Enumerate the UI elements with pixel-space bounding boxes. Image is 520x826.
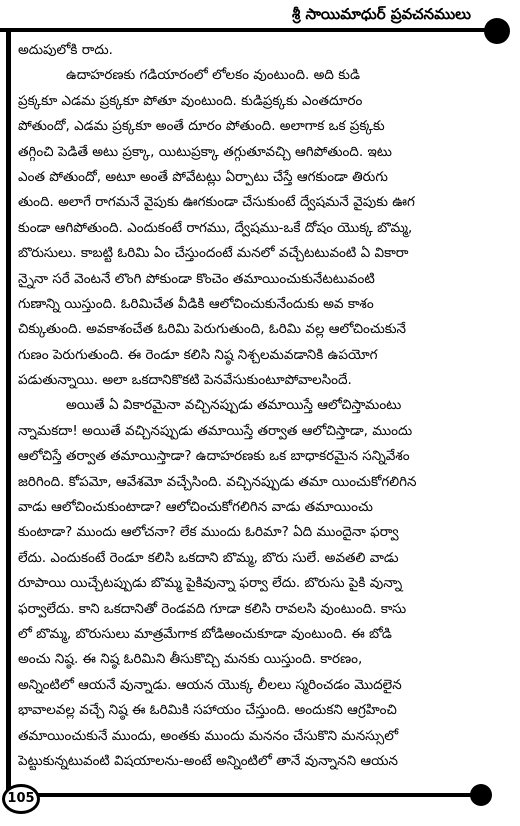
text-line: గుణాన్ని యిస్తుంది. ఓరిమిచేత వీడికి ఆలోచించుకునేందుకు అవ కాశం <box>18 295 374 312</box>
running-header-title: శ్రీ సాయిమాధుర్ ప్రవచనములు <box>292 5 471 23</box>
text-line: పెట్టుకున్నటువంటి విషయాలను-అంటే అన్నింటిలో తానే వున్నానని ఆయన <box>18 752 398 769</box>
text-line: ప్రక్కకూ ఎడమ ప్రక్కకూ పోతూ వుంటుంది. కుడిప్రక్కకు ఎంతదూరం <box>18 92 363 109</box>
text-line: తగ్గించి పెడితే అటు ప్రక్కా, యిటుప్రక్కా తగ్గుతూవచ్చి ఆగిపోతుంది. ఇటు <box>18 143 392 160</box>
text-line: తుంది. అలాగే రాగమనే వైపుకు ఊగకుండా చేసుకుంటే ద్వేషమనే వైపుకు ఊగ <box>18 194 415 211</box>
text-line: లో బొమ్మ, బొరుసులు మాత్రమేగాక బోడిఅంచుకూడా వుంటుంది. ఈ బోడి <box>18 625 392 642</box>
text-line: అన్నింటిలో ఆయనే వున్నాడు. ఆయన యొక్క లీలలు స్మరించడం మొదలైన <box>18 676 402 693</box>
text-line: కుంటాడా? ముందు ఆలోచనా? లేక ముందు ఓరిమా? ఏది ముందైనా ఫర్వా <box>18 524 399 541</box>
text-line: న్నామకదా! అయితే వచ్చినప్పుడు తమాయిస్తే తర్వాత ఆలోచిస్తాడా, ముందు <box>18 422 413 439</box>
body-text <box>18 38 506 774</box>
text-line: కుండా ఆగిపోతుంది. ఎందుకంటే రాగము, ద్వేషము-ఒకే దోషం యొక్క బొమ్మ, <box>18 219 413 236</box>
header-rule <box>0 28 492 32</box>
text-line: ఫర్వాలేదు. కాని ఒకదానితో రెండవది గూడా కలిసి రావలసి వుంటుంది. కాసు <box>18 600 407 617</box>
text-line: బొరుసులు. కాబట్టి ఓరిమి ఏం చేస్తుందంటే మనలో వచ్చేటటువంటి ఏ వికారా <box>18 245 409 262</box>
text-line: అయితే ఏ వికారమైనా వచ్చినప్పుడు తమాయిస్తే ఆలోచిస్తామంటు <box>66 397 402 414</box>
text-line: వాడు ఆలోచించుకుంటాడా? ఆలోచించుకోగలిగిన వాడు తమాయించు <box>18 499 373 516</box>
left-margin-rule <box>6 30 11 790</box>
text-line: లేదు. ఎందుకంటే రెండూ కలిసి ఒకదాని బొమ్మ, బొరు సులే. అవతలి వాడు <box>18 549 399 566</box>
text-line: తమాయించుకునే ముందు, అంతకు ముందు మననం చేసుకొని మనస్సులో <box>18 727 399 744</box>
text-line: భావాలవల్ల వచ్చే నిష్ఠ ఈ ఓరిమికి సహాయం చేస్తుంది. అందుకని ఆగ్రహించి <box>18 702 397 719</box>
text-line: ఆలోచిస్తే తర్వాత తమాయిస్తాడా? ఉదాహరణకు ఒక బాధాకరమైన సన్నివేశం <box>18 448 410 465</box>
text-line: గుణం పెరుగుతుంది. ఈ రెండూ కలిసి నిష్ఠ నిశ్చలమవడానికి ఉపయోగ <box>18 346 378 363</box>
text-line: ఎంత పోతుందో, అటూ అంతే పోవేటట్లు ఏర్పాటు చేస్తే ఆగకుండా తిరుగు <box>18 168 388 185</box>
page-number: 105 <box>2 784 40 814</box>
text-line: పడుతున్నాయి. అలా ఒకదానికొకటి పెనవేసుకుంటూపోవాలసిందే. <box>18 372 352 389</box>
text-line: రూపాయి యిచ్చేటప్పుడు బొమ్మ పైకివున్నా ఫర్వా లేదు. బొరుసు పైకి వున్నా <box>18 575 403 592</box>
text-line: జరిగింది. కోపమో, ఆవేశమో వచ్చేసింది. వచ్చినప్పుడు తమా యించుకోగలిగిన <box>18 473 417 490</box>
text-line: అదుపులోకి రాదు. <box>18 42 113 58</box>
footer-rule <box>12 793 482 797</box>
text-line: చిక్కుతుంది. అవకాశంచేత ఓరిమి పెరుగుతుంది, ఓరిమి వల్ల ఆలోచించుకునే <box>18 321 407 338</box>
text-line: ఉదాహరణకు గడియారంలో లోలకం వుంటుంది. అది కుడి <box>66 67 360 84</box>
text-line: అంచు నిష్ఠ. ఈ నిష్ఠ ఓరిమిని తీసుకొచ్చి మనకు యిస్తుంది. కారణం, <box>18 651 363 668</box>
text-line: పోతుందో, ఎడమ ప్రక్కకూ అంతే దూరం పోతుంది. అలాగాక ఒక ప్రక్కకు <box>18 118 385 135</box>
text-line: న్నైనా సరే వెంటనే లొంగి పోకుండా కొంచెం తమాయించుకునేటటువంటి <box>18 270 375 287</box>
footer-ornament-dot <box>470 784 492 806</box>
